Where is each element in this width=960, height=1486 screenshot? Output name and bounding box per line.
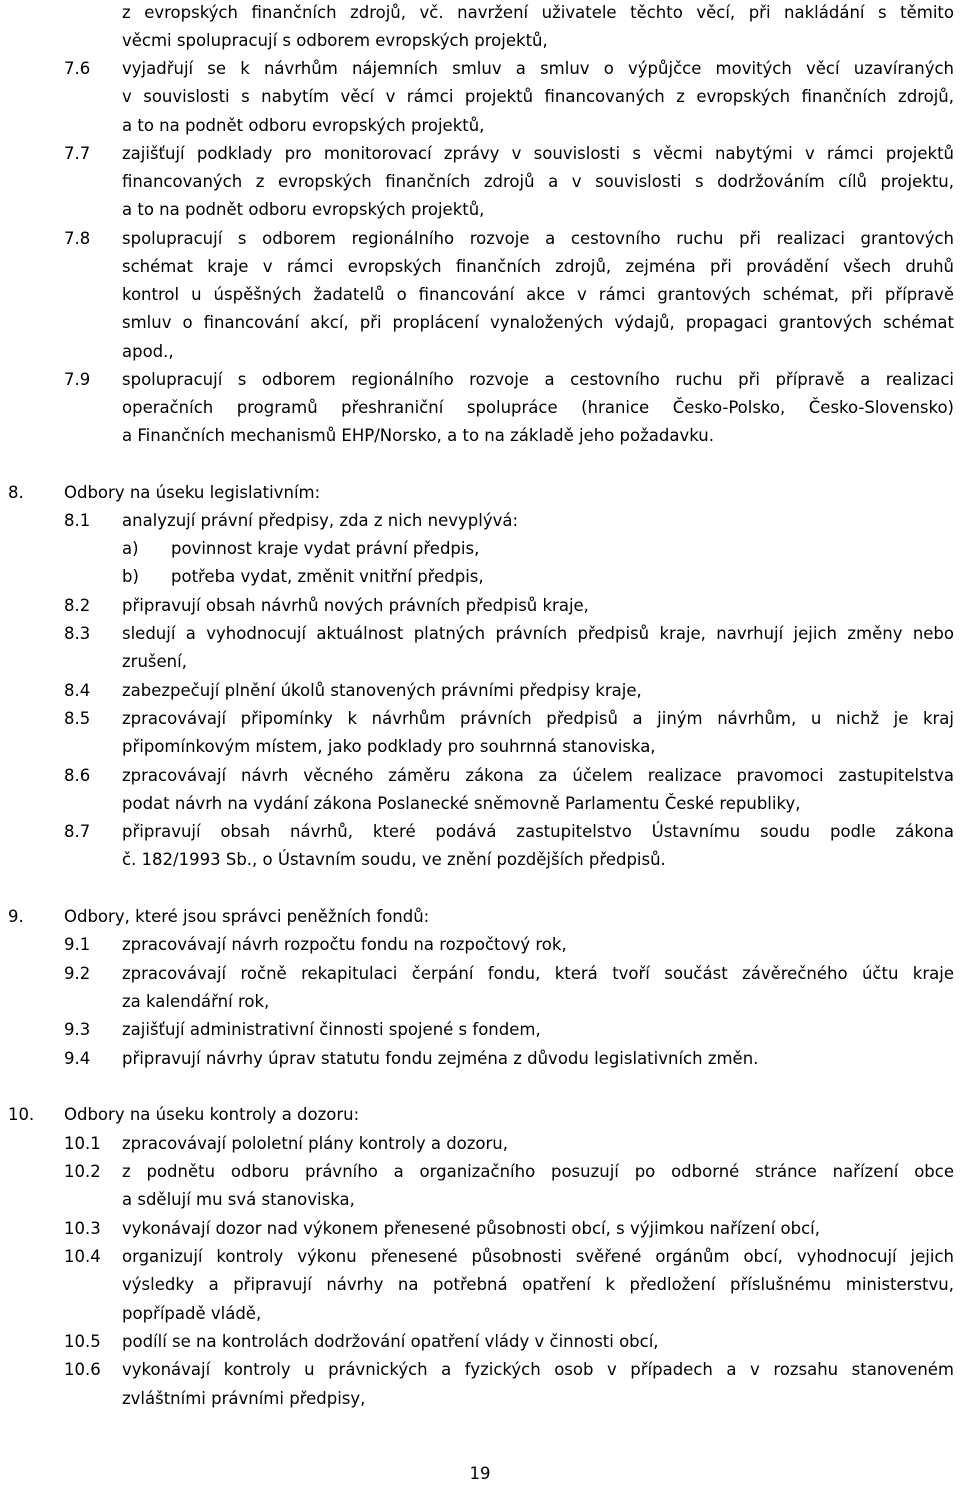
item-text-line: podílí se na kontrolách dodržování opatření vlády v činnosti obcí, xyxy=(122,1332,659,1351)
section-title: Odbory na úseku legislativním: xyxy=(64,483,321,502)
section-number: 10. xyxy=(8,1105,35,1124)
subitem-letter: a) xyxy=(122,539,139,558)
item-text-line: zabezpečují plnění úkolů stanovených právními předpisy kraje, xyxy=(122,681,642,700)
item-number: 7.9 xyxy=(64,370,91,389)
item-text-line: v souvislosti s nabytím věcí v rámci projektů financovaných z evropských finančních zdrojů, xyxy=(122,87,954,106)
item-text-line: apod., xyxy=(122,342,174,361)
item-number: 8.1 xyxy=(64,511,91,530)
item-number: 9.3 xyxy=(64,1020,91,1039)
item-number: 9.1 xyxy=(64,935,91,954)
item-text-line: sledují a vyhodnocují aktuálnost platných právních předpisů kraje, navrhují jejich změny nebo xyxy=(122,624,954,643)
item-number: 9.2 xyxy=(64,964,91,983)
item-text-line: za kalendářní rok, xyxy=(122,992,270,1011)
item-text-line: zrušení, xyxy=(122,652,187,671)
item-text-line: zpracovávají připomínky k návrhům právních předpisů a jiným návrhům, u nichž je kraj xyxy=(122,709,954,728)
item-text-line: popřípadě vládě, xyxy=(122,1304,262,1323)
item-number: 10.4 xyxy=(64,1247,101,1266)
item-text-line: kontrol u úspěšných žadatelů o financování akce v rámci grantových schémat, při přípravě xyxy=(122,285,954,304)
item-text-line: financovaných z evropských finančních zdrojů a v souvislosti s dodržováním cílů projektu, xyxy=(122,172,954,191)
item-text-line: a sdělují mu svá stanoviska, xyxy=(122,1190,355,1209)
item-number: 10.1 xyxy=(64,1134,101,1153)
item-text-line: spolupracují s odborem regionálního rozvoje a cestovního ruchu při realizaci grantových xyxy=(122,229,954,248)
item-number: 8.4 xyxy=(64,681,91,700)
page-number: 19 xyxy=(469,1464,491,1483)
subitem-letter: b) xyxy=(122,567,139,586)
item-number: 9.4 xyxy=(64,1049,91,1068)
item-number: 8.3 xyxy=(64,624,91,643)
item-text-line: č. 182/1993 Sb., o Ústavním soudu, ve znění pozdějších předpisů. xyxy=(122,850,666,869)
item-text-line: zajišťují administrativní činnosti spojené s fondem, xyxy=(122,1020,541,1039)
continuation-line: z evropských finančních zdrojů, vč. navržení uživatele těchto věcí, při nakládání s těmito xyxy=(122,3,954,22)
item-number: 7.8 xyxy=(64,229,91,248)
item-text-line: připravují obsah návrhů nových právních předpisů kraje, xyxy=(122,596,589,615)
item-text-line: zvláštními právními předpisy, xyxy=(122,1389,366,1408)
item-number: 10.3 xyxy=(64,1219,101,1238)
item-number: 7.6 xyxy=(64,59,91,78)
section-title: Odbory, které jsou správci peněžních fondů: xyxy=(64,907,430,926)
item-text-line: a to na podnět odboru evropských projektů, xyxy=(122,200,485,219)
item-text-line: smluv o financování akcí, při proplácení vynaložených výdajů, propagaci grantových schémat xyxy=(122,313,954,332)
item-number: 7.7 xyxy=(64,144,91,163)
item-text-line: připomínkovým místem, jako podklady pro souhrnná stanoviska, xyxy=(122,737,656,756)
section-number: 9. xyxy=(8,907,24,926)
item-text-line: z podnětu odboru právního a organizačního posuzují po odborné stránce nařízení obce xyxy=(122,1162,954,1181)
item-text-line: připravují obsah návrhů, které podává zastupitelstvo Ústavnímu soudu podle zákona xyxy=(122,822,954,841)
item-text-line: a to na podnět odboru evropských projektů, xyxy=(122,116,485,135)
item-number: 10.5 xyxy=(64,1332,101,1351)
item-text-line: vykonávají dozor nad výkonem přenesené působnosti obcí, s výjimkou nařízení obcí, xyxy=(122,1219,821,1238)
item-number: 8.6 xyxy=(64,766,91,785)
item-number: 10.2 xyxy=(64,1162,101,1181)
continuation-line: věcmi spolupracují s odborem evropských projektů, xyxy=(122,31,548,50)
item-text-line: analyzují právní předpisy, zda z nich nevyplývá: xyxy=(122,511,519,530)
subitem-text: potřeba vydat, změnit vnitřní předpis, xyxy=(171,567,484,586)
item-text-line: vykonávají kontroly u právnických a fyzických osob v případech a v rozsahu stanoveném xyxy=(122,1360,954,1379)
item-text-line: zpracovávají návrh rozpočtu fondu na rozpočtový rok, xyxy=(122,935,567,954)
item-text-line: výsledky a připravují návrhy na potřebná opatření k předložení příslušnému ministerstvu, xyxy=(122,1275,954,1294)
subitem-text: povinnost kraje vydat právní předpis, xyxy=(171,539,480,558)
item-text-line: operačních programů přeshraniční spolupráce (hranice Česko-Polsko, Česko-Slovensko) xyxy=(122,398,954,417)
item-text-line: zpracovávají pololetní plány kontroly a dozoru, xyxy=(122,1134,509,1153)
item-text-line: schémat kraje v rámci evropských finančních zdrojů, zejména při provádění všech druhů xyxy=(122,257,954,276)
item-text-line: připravují návrhy úprav statutu fondu zejména z důvodu legislativních změn. xyxy=(122,1049,759,1068)
item-text-line: vyjadřují se k návrhům nájemních smluv a smluv o výpůjčce movitých věcí uzavíraných xyxy=(122,59,954,78)
item-text-line: podat návrh na vydání zákona Poslanecké sněmovně Parlamentu České republiky, xyxy=(122,794,801,813)
item-number: 8.7 xyxy=(64,822,91,841)
item-text-line: organizují kontroly výkonu přenesené působnosti svěřené orgánům obcí, vyhodnocují jejich xyxy=(122,1247,954,1266)
item-number: 10.6 xyxy=(64,1360,101,1379)
item-text-line: spolupracují s odborem regionálního rozvoje a cestovního ruchu při přípravě a realizaci xyxy=(122,370,954,389)
item-number: 8.2 xyxy=(64,596,91,615)
item-number: 8.5 xyxy=(64,709,91,728)
section-number: 8. xyxy=(8,483,24,502)
section-title: Odbory na úseku kontroly a dozoru: xyxy=(64,1105,360,1124)
item-text-line: zpracovávají návrh věcného záměru zákona za účelem realizace pravomoci zastupitelstva xyxy=(122,766,954,785)
item-text-line: zajišťují podklady pro monitorovací zprávy v souvislosti s věcmi nabytými v rámci projektů xyxy=(122,144,954,163)
item-text-line: a Finančních mechanismů EHP/Norsko, a to na základě jeho požadavku. xyxy=(122,426,714,445)
item-text-line: zpracovávají ročně rekapitulaci čerpání fondu, která tvoří součást závěrečného účtu kraje xyxy=(122,964,954,983)
